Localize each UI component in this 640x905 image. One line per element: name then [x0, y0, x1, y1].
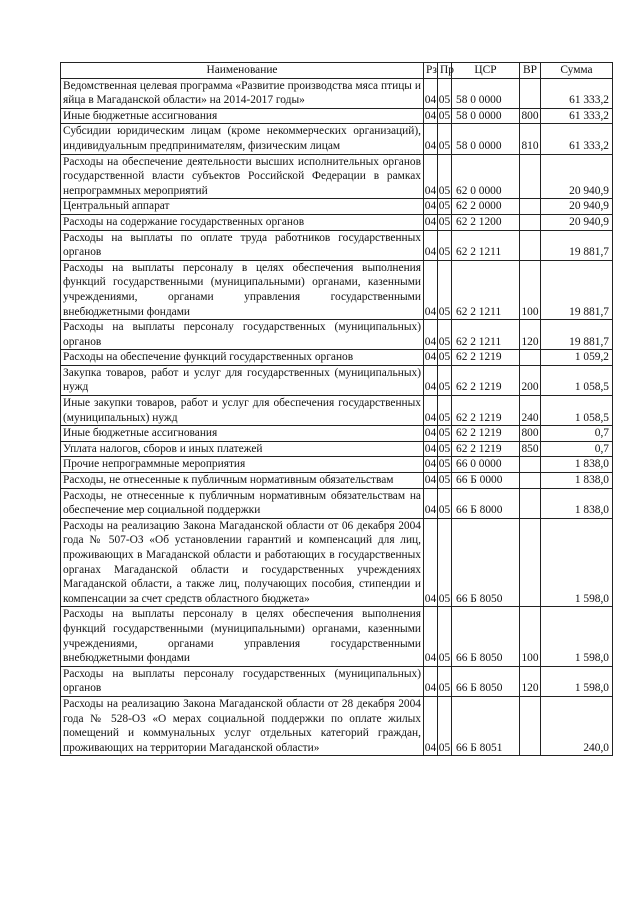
row-vr [520, 214, 541, 230]
row-rz: 04 [424, 124, 438, 154]
table-row [61, 396, 613, 426]
row-name: Центральный аппарат [61, 199, 424, 215]
row-pr: 05 [438, 78, 452, 108]
row-name: Расходы на выплаты персоналу в целях обеспечения выполнения функций государственными (муниципальными) органами, казенными учреждениями, органами управления государственными внебюджетными фондами [61, 607, 424, 666]
row-rz: 04 [424, 666, 438, 696]
row-csr: 62 2 1219 [452, 350, 520, 366]
row-csr: 62 2 1211 [452, 320, 520, 350]
row-rz: 04 [424, 199, 438, 215]
row-vr [520, 696, 541, 755]
table-row [61, 154, 613, 199]
row-rz: 04 [424, 214, 438, 230]
row-pr: 05 [438, 350, 452, 366]
row-sum: 19 881,7 [541, 230, 613, 260]
row-vr [520, 518, 541, 607]
row-pr: 05 [438, 488, 452, 518]
table-row [61, 199, 613, 215]
row-pr: 05 [438, 666, 452, 696]
row-sum: 1 598,0 [541, 666, 613, 696]
row-rz: 04 [424, 607, 438, 666]
row-rz: 04 [424, 518, 438, 607]
row-rz: 04 [424, 78, 438, 108]
row-name: Расходы, не отнесенные к публичным нормативным обязательствам на обеспечение мер социальной поддержки [61, 488, 424, 518]
row-rz: 04 [424, 260, 438, 319]
row-pr: 05 [438, 214, 452, 230]
row-sum: 61 333,2 [541, 108, 613, 124]
table-row [61, 78, 613, 108]
row-sum: 20 940,9 [541, 199, 613, 215]
table-row [61, 365, 613, 395]
row-sum: 1 838,0 [541, 473, 613, 489]
row-rz: 04 [424, 108, 438, 124]
row-name: Расходы на выплаты персоналу государственных (муниципальных) органов [61, 320, 424, 350]
table-row [61, 230, 613, 260]
row-csr: 62 2 1200 [452, 214, 520, 230]
row-vr: 800 [520, 108, 541, 124]
row-pr: 05 [438, 473, 452, 489]
table-row [61, 607, 613, 666]
table-row [61, 214, 613, 230]
row-rz: 04 [424, 696, 438, 755]
row-csr: 58 0 0000 [452, 124, 520, 154]
row-vr: 800 [520, 426, 541, 442]
row-vr: 200 [520, 365, 541, 395]
row-pr: 05 [438, 199, 452, 215]
table-row [61, 426, 613, 442]
row-sum: 1 059,2 [541, 350, 613, 366]
row-pr: 05 [438, 154, 452, 199]
table-row [61, 260, 613, 319]
row-sum: 240,0 [541, 696, 613, 755]
row-rz: 04 [424, 488, 438, 518]
row-rz: 04 [424, 473, 438, 489]
row-vr: 120 [520, 666, 541, 696]
row-sum: 1 598,0 [541, 607, 613, 666]
row-name: Иные бюджетные ассигнования [61, 108, 424, 124]
row-name: Расходы на реализацию Закона Магаданской области от 06 декабря 2004 года № 507-ОЗ «Об установлении гарантий и компенсаций для лиц, проживающих в Магаданской области и работающих в государственных органах Магаданской области и государственных учреждениях Магаданской области, а также лиц, получающих пособия, стипендии и компенсации за счет средств областного бюджета» [61, 518, 424, 607]
row-sum: 1 058,5 [541, 365, 613, 395]
table-row [61, 666, 613, 696]
row-csr: 66 Б 8000 [452, 488, 520, 518]
row-sum: 19 881,7 [541, 260, 613, 319]
header-rz: Рз [424, 63, 438, 79]
row-csr: 66 Б 0000 [452, 473, 520, 489]
row-sum: 1 838,0 [541, 488, 613, 518]
table-row [61, 696, 613, 755]
table-row [61, 518, 613, 607]
header-vr: ВР [520, 63, 541, 79]
row-rz: 04 [424, 365, 438, 395]
row-csr: 66 Б 8050 [452, 607, 520, 666]
table-row [61, 457, 613, 473]
row-pr: 05 [438, 320, 452, 350]
row-sum: 20 940,9 [541, 214, 613, 230]
row-rz: 04 [424, 154, 438, 199]
row-csr: 62 2 1219 [452, 426, 520, 442]
header-name: Наименование [61, 63, 424, 79]
row-rz: 04 [424, 457, 438, 473]
row-sum: 0,7 [541, 441, 613, 457]
budget-table [60, 62, 613, 756]
row-pr: 05 [438, 696, 452, 755]
row-vr: 850 [520, 441, 541, 457]
table-row [61, 350, 613, 366]
row-sum: 19 881,7 [541, 320, 613, 350]
header-sum: Сумма [541, 63, 613, 79]
row-sum: 0,7 [541, 426, 613, 442]
table-row [61, 473, 613, 489]
row-csr: 62 2 0000 [452, 199, 520, 215]
row-vr [520, 488, 541, 518]
row-vr: 100 [520, 607, 541, 666]
row-name: Расходы на выплаты персоналу в целях обеспечения выполнения функций государственными (муниципальными) органами, казенными учреждениями, органами управления государственными внебюджетными фондами [61, 260, 424, 319]
row-csr: 58 0 0000 [452, 108, 520, 124]
row-sum: 20 940,9 [541, 154, 613, 199]
row-name: Расходы на обеспечение деятельности высших исполнительных органов государственной власти субъектов Российской Федерации в рамках непрограммных мероприятий [61, 154, 424, 199]
row-csr: 66 Б 8050 [452, 518, 520, 607]
table-row [61, 488, 613, 518]
table-row [61, 441, 613, 457]
row-vr [520, 78, 541, 108]
table-row [61, 108, 613, 124]
row-rz: 04 [424, 320, 438, 350]
row-rz: 04 [424, 441, 438, 457]
table-row [61, 320, 613, 350]
row-name: Прочие непрограммные мероприятия [61, 457, 424, 473]
row-csr: 62 0 0000 [452, 154, 520, 199]
row-pr: 05 [438, 441, 452, 457]
row-vr: 240 [520, 396, 541, 426]
row-vr [520, 457, 541, 473]
table-body [61, 78, 613, 756]
row-csr: 58 0 0000 [452, 78, 520, 108]
row-name: Уплата налогов, сборов и иных платежей [61, 441, 424, 457]
row-rz: 04 [424, 230, 438, 260]
row-pr: 05 [438, 426, 452, 442]
row-pr: 05 [438, 230, 452, 260]
row-csr: 62 2 1219 [452, 396, 520, 426]
row-csr: 66 Б 8050 [452, 666, 520, 696]
row-vr [520, 199, 541, 215]
table-row [61, 124, 613, 154]
row-pr: 05 [438, 108, 452, 124]
row-vr [520, 350, 541, 366]
row-rz: 04 [424, 426, 438, 442]
row-pr: 05 [438, 396, 452, 426]
row-name: Иные закупки товаров, работ и услуг для обеспечения государственных (муниципальных) нужд [61, 396, 424, 426]
row-pr: 05 [438, 365, 452, 395]
row-pr: 05 [438, 260, 452, 319]
row-vr: 100 [520, 260, 541, 319]
row-name: Расходы на обеспечение функций государственных органов [61, 350, 424, 366]
row-pr: 05 [438, 518, 452, 607]
row-name: Закупка товаров, работ и услуг для государственных (муниципальных) нужд [61, 365, 424, 395]
row-rz: 04 [424, 396, 438, 426]
row-sum: 61 333,2 [541, 78, 613, 108]
header-csr: ЦСР [452, 63, 520, 79]
row-sum: 1 838,0 [541, 457, 613, 473]
row-name: Расходы на реализацию Закона Магаданской области от 28 декабря 2004 года № 528-ОЗ «О мерах социальной поддержки по оплате жилых помещений и коммунальных услуг отдельных категорий граждан, проживающих на территории Магаданской области» [61, 696, 424, 755]
row-vr: 120 [520, 320, 541, 350]
row-csr: 66 0 0000 [452, 457, 520, 473]
row-vr: 810 [520, 124, 541, 154]
row-pr: 05 [438, 607, 452, 666]
row-name: Субсидии юридическим лицам (кроме некоммерческих организаций), индивидуальным предпринимателям, физическим лицам [61, 124, 424, 154]
row-name: Ведомственная целевая программа «Развитие производства мяса птицы и яйца в Магаданской области» на 2014-2017 годы» [61, 78, 424, 108]
row-rz: 04 [424, 350, 438, 366]
row-vr [520, 473, 541, 489]
row-vr [520, 230, 541, 260]
row-name: Расходы на содержание государственных органов [61, 214, 424, 230]
row-name: Расходы, не отнесенные к публичным нормативным обязательствам [61, 473, 424, 489]
row-name: Иные бюджетные ассигнования [61, 426, 424, 442]
row-sum: 1 598,0 [541, 518, 613, 607]
row-csr: 62 2 1219 [452, 441, 520, 457]
row-pr: 05 [438, 124, 452, 154]
row-name: Расходы на выплаты по оплате труда работников государственных органов [61, 230, 424, 260]
row-sum: 1 058,5 [541, 396, 613, 426]
header-pr: Пр [438, 63, 452, 79]
row-sum: 61 333,2 [541, 124, 613, 154]
row-csr: 62 2 1211 [452, 260, 520, 319]
row-csr: 62 2 1219 [452, 365, 520, 395]
budget-table-page [60, 62, 612, 756]
row-vr [520, 154, 541, 199]
row-name: Расходы на выплаты персоналу государственных (муниципальных) органов [61, 666, 424, 696]
row-csr: 62 2 1211 [452, 230, 520, 260]
row-csr: 66 Б 8051 [452, 696, 520, 755]
table-header-row [61, 63, 613, 79]
row-pr: 05 [438, 457, 452, 473]
